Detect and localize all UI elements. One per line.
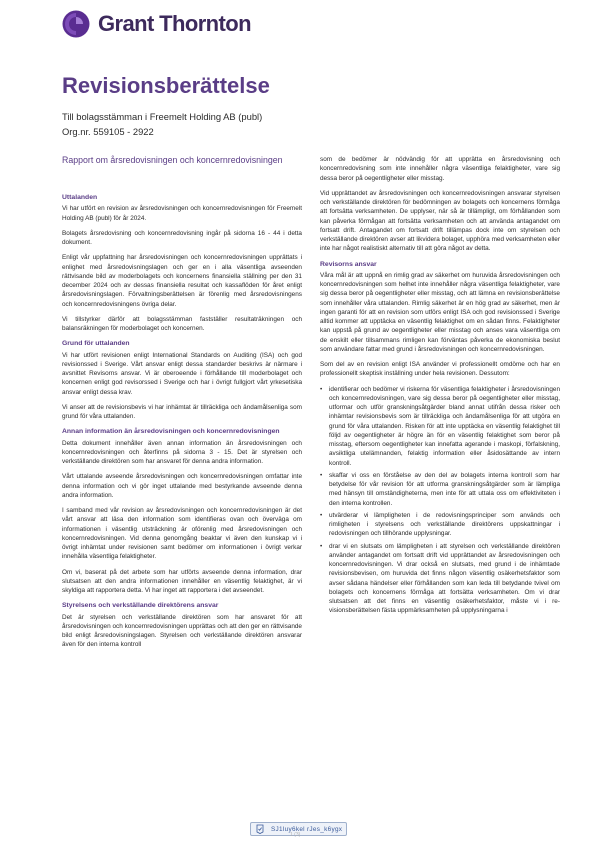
bullet-marker: •	[320, 511, 323, 519]
paragraph: I samband med vår revision av årsredovisningen och koncernredovisningen är det vårt ansvar att läsa den information som identifieras ovan och överväga om informationen i väsentlig utsträckning är oförenlig med årsredovisningen och koncernredovisningen. Vid denna genomgång beaktar vi även den kunskap vi i övrigt inhämtat under revisionen samt bedömer om informationen i övrigt verkar innehålla väsentliga felaktigheter.	[62, 507, 302, 561]
paragraph: Det är styrelsen och verkställande direktören som har ansvaret för att årsredovisningen och koncernredovisningen upprättas och att den ger en rättvisande bild enligt årsredovisningslagen. Styrelsen och verkställande direktören ansvarar även för den interna kontroll	[62, 613, 302, 649]
addressee: Till bolagsstämman i Freemelt Holding AB (publ)	[62, 111, 263, 122]
paragraph: som de bedömer är nödvändig för att upprätta en årsredovisning och koncernredovisning som inte innehåller några väsentliga felaktigheter, vare sig dessa beror på oegentligheter eller misstag.	[320, 156, 560, 182]
paragraph: Vi tillstyrker därför att bolagsstämman fastställer resultaträkningen och balansräkningen för moderbolaget och koncernen.	[62, 315, 302, 332]
bullet-item	[320, 385, 560, 468]
paragraph: Om vi, baserat på det arbete som har utförts avseende denna information, drar slutsatsen att den andra informationen innehåller en väsentlig felaktighet, är vi skyldiga att rapportera detta. Vi har inget att rapportera i det avseendet.	[62, 568, 302, 594]
paragraph: Vi har utfört en revision av årsredovisningen och koncernredovisningen för Freemelt Holding AB (publ) för år 2024.	[62, 205, 302, 222]
subheading: Grund för uttalanden	[62, 340, 130, 348]
paragraph: Som del av en revision enligt ISA använder vi professionellt omdöme och har en professionellt skeptisk inställning under hela revisionen. Dessutom:	[320, 361, 560, 378]
bullet-item	[320, 471, 560, 508]
paragraph: Våra mål är att uppnå en rimlig grad av säkerhet om huruvida årsredovisningen och koncernredovisningen som helhet inte innehåller några väsentliga felaktigheter, vare sig dessa beror på oegentligheter eller misstag, och att lämna en revisionsberättelse som innehåller våra uttalanden. Rimlig säkerhet är en hög grad av säkerhet, men är ingen garanti för att en revision som utförs enligt ISA och god revisionssed i Sverige alltid kommer att upptäcka en väsentlig felaktighet om en sådan finns. Felaktigheter kan uppstå på grund av oegentligheter eller misstag och anses vara väsentliga om de enskilt eller tillsammans rimligen kan förväntas påverka de ekonomiska beslut som användare fattar med grund i årsredovisningen och koncernredovisningen.	[320, 271, 560, 353]
grant-thornton-logo	[62, 9, 251, 39]
paragraph: Vi anser att de revisionsbevis vi har inhämtat är tillräckliga och ändamålsenliga som grund för våra uttalanden.	[62, 403, 302, 420]
paragraph: Detta dokument innehåller även annan information än årsredovisningen och koncernredovisningen och återfinns på sidorna 3 - 15. Det är styrelsen och verkställande direktören som har ansvaret för denna andra information.	[62, 439, 302, 465]
bullet-text: identifierar och bedömer vi riskerna för väsentliga felaktigheter i årsredovisningen och koncernredovisningen, vare sig dessa beror på oegentligheter eller misstag, utformar och utför granskningsåtgärder bland annat utifrån dessa risker och inhämtar revisionsbevis som är tillräckliga och ändamålsenliga för att utgöra en grund för våra uttalanden. Risken för att inte upptäcka en väsentlig felaktighet till följd av oegentligheter är högre än för en väsentlig felaktighet som beror på misstag, eftersom oegentligheter kan innefatta agerande i maskopi, förfalskning, avsiktliga utelämnanden, felaktig information eller åsidosättande av intern kontroll.	[329, 385, 560, 467]
bullet-marker: •	[320, 385, 323, 393]
bullet-marker: •	[320, 471, 323, 479]
bullet-text: drar vi en slutsats om lämpligheten i att styrelsen och verkställande direktören använder antagandet om fortsatt drift vid upprättandet av årsredovisningen och koncernredovisningen. Vi drar också en slutsats, med grund i de inhämtade revisionsbevisen, om huruvida det finns någon väsentlig osäkerhetsfaktor som avser sådana händelser eller förhållanden som kan leda till betydande tvivel om bolagets och koncernens förmåga att fortsätta verksamheten. Om vi drar slutsatsen att det finns en väsentlig osäkerhetsfaktor, måste vi i revisionsberättelsen fästa uppmärksamheten på upplysningarna i	[329, 542, 560, 615]
paragraph: Enligt vår uppfattning har årsredovisningen och koncernredovisningen upprättats i enlighet med årsredovisningslagen och ger en i alla väsentliga avseenden rättvisande bild av moderbolagets och koncernens finansiella ställning per den 31 december 2024 och av dessas finansiella resultat och kassaflöden för året enligt årsredovisningslagen. Förvaltningsberättelsen är förenlig med årsredovisningens och koncernredovisningens övriga delar.	[62, 254, 302, 308]
bullet-text: utvärderar vi lämpligheten i de redovisningsprinciper som används och rimligheten i styrelsens och verkställande direktörens uppskattningar i redovisningen och tillhörande upplysningar.	[329, 511, 560, 538]
bullet-item	[320, 542, 560, 616]
subheading: Uttalanden	[62, 194, 98, 201]
subheading: Styrelsens och verkställande direktörens ansvar	[62, 602, 219, 610]
paragraph: Bolagets årsredovisning och koncernredovisning ingår på sidorna 16 - 44 i detta dokument.	[62, 229, 302, 246]
grant-thornton-mark-icon	[62, 10, 90, 38]
paragraph: Vi har utfört revisionen enligt International Standards on Auditing (ISA) och god revisionssed i Sverige. Vårt ansvar enligt dessa standarder beskrivs är närmare i avsnittet Revisorns ansvar. Vi är oberoeende i förhållande till moderbolaget och koncernen enligt god revisorssed i Sverige och har i övrigt fullgjort vårt yrkesetiska ansvar enligt dessa krav.	[62, 351, 302, 396]
verification-code: SJ1luy6kel rJes_k6ygx	[271, 825, 343, 833]
bullet-text: skaffar vi oss en förståelse av den del av bolagets interna kontroll som har betydelse för vår revision för att utforma granskningsåtgärder som är lämpliga med hänsyn till omständigheterna, men inte för att uttala oss om effektiviteten i den interna kontrollen.	[329, 471, 560, 507]
org-number: Org.nr. 559105 - 2922	[62, 126, 154, 137]
bullet-item	[320, 511, 560, 539]
left-text-column	[62, 193, 302, 656]
verification-icon	[255, 824, 265, 834]
page-title: Revisionsberättelse	[62, 73, 270, 98]
right-text-column	[320, 155, 560, 619]
bullet-marker: •	[320, 542, 323, 550]
brand-name: Grant Thornton	[98, 11, 251, 36]
page-number: 1 (3)	[290, 832, 301, 838]
section-title: Rapport om årsredovisningen och koncernredovisningen	[62, 155, 283, 165]
subheading: Revisorns ansvar	[320, 260, 377, 268]
paragraph: Vårt uttalande avseende årsredovisningen och koncernredovisningen omfattar inte denna information och vi gör inget uttalande med bestyrkande avseende denna andra information.	[62, 473, 302, 499]
paragraph: Vid upprättandet av årsredovisningen och koncernredovisningen ansvarar styrelsen och verkställande direktören för bedömningen av bolagets och koncernens förmåga att fortsätta verksamheten. De upplyser, när så är tillämpligt, om förhållanden som kan påverka förmågan att fortsätta verksamheten och att använda antagandet om fortsatt drift. Antagandet om fortsatt drift tillämpas dock inte om styrelsen och verkställande direktören avser att likvidera bolaget, upphöra med verksamheten eller inte har något realistiskt alternativ till att göra något av detta.	[320, 189, 560, 253]
subheading: Annan information än årsredovisningen och koncernredovisningen	[62, 428, 280, 436]
